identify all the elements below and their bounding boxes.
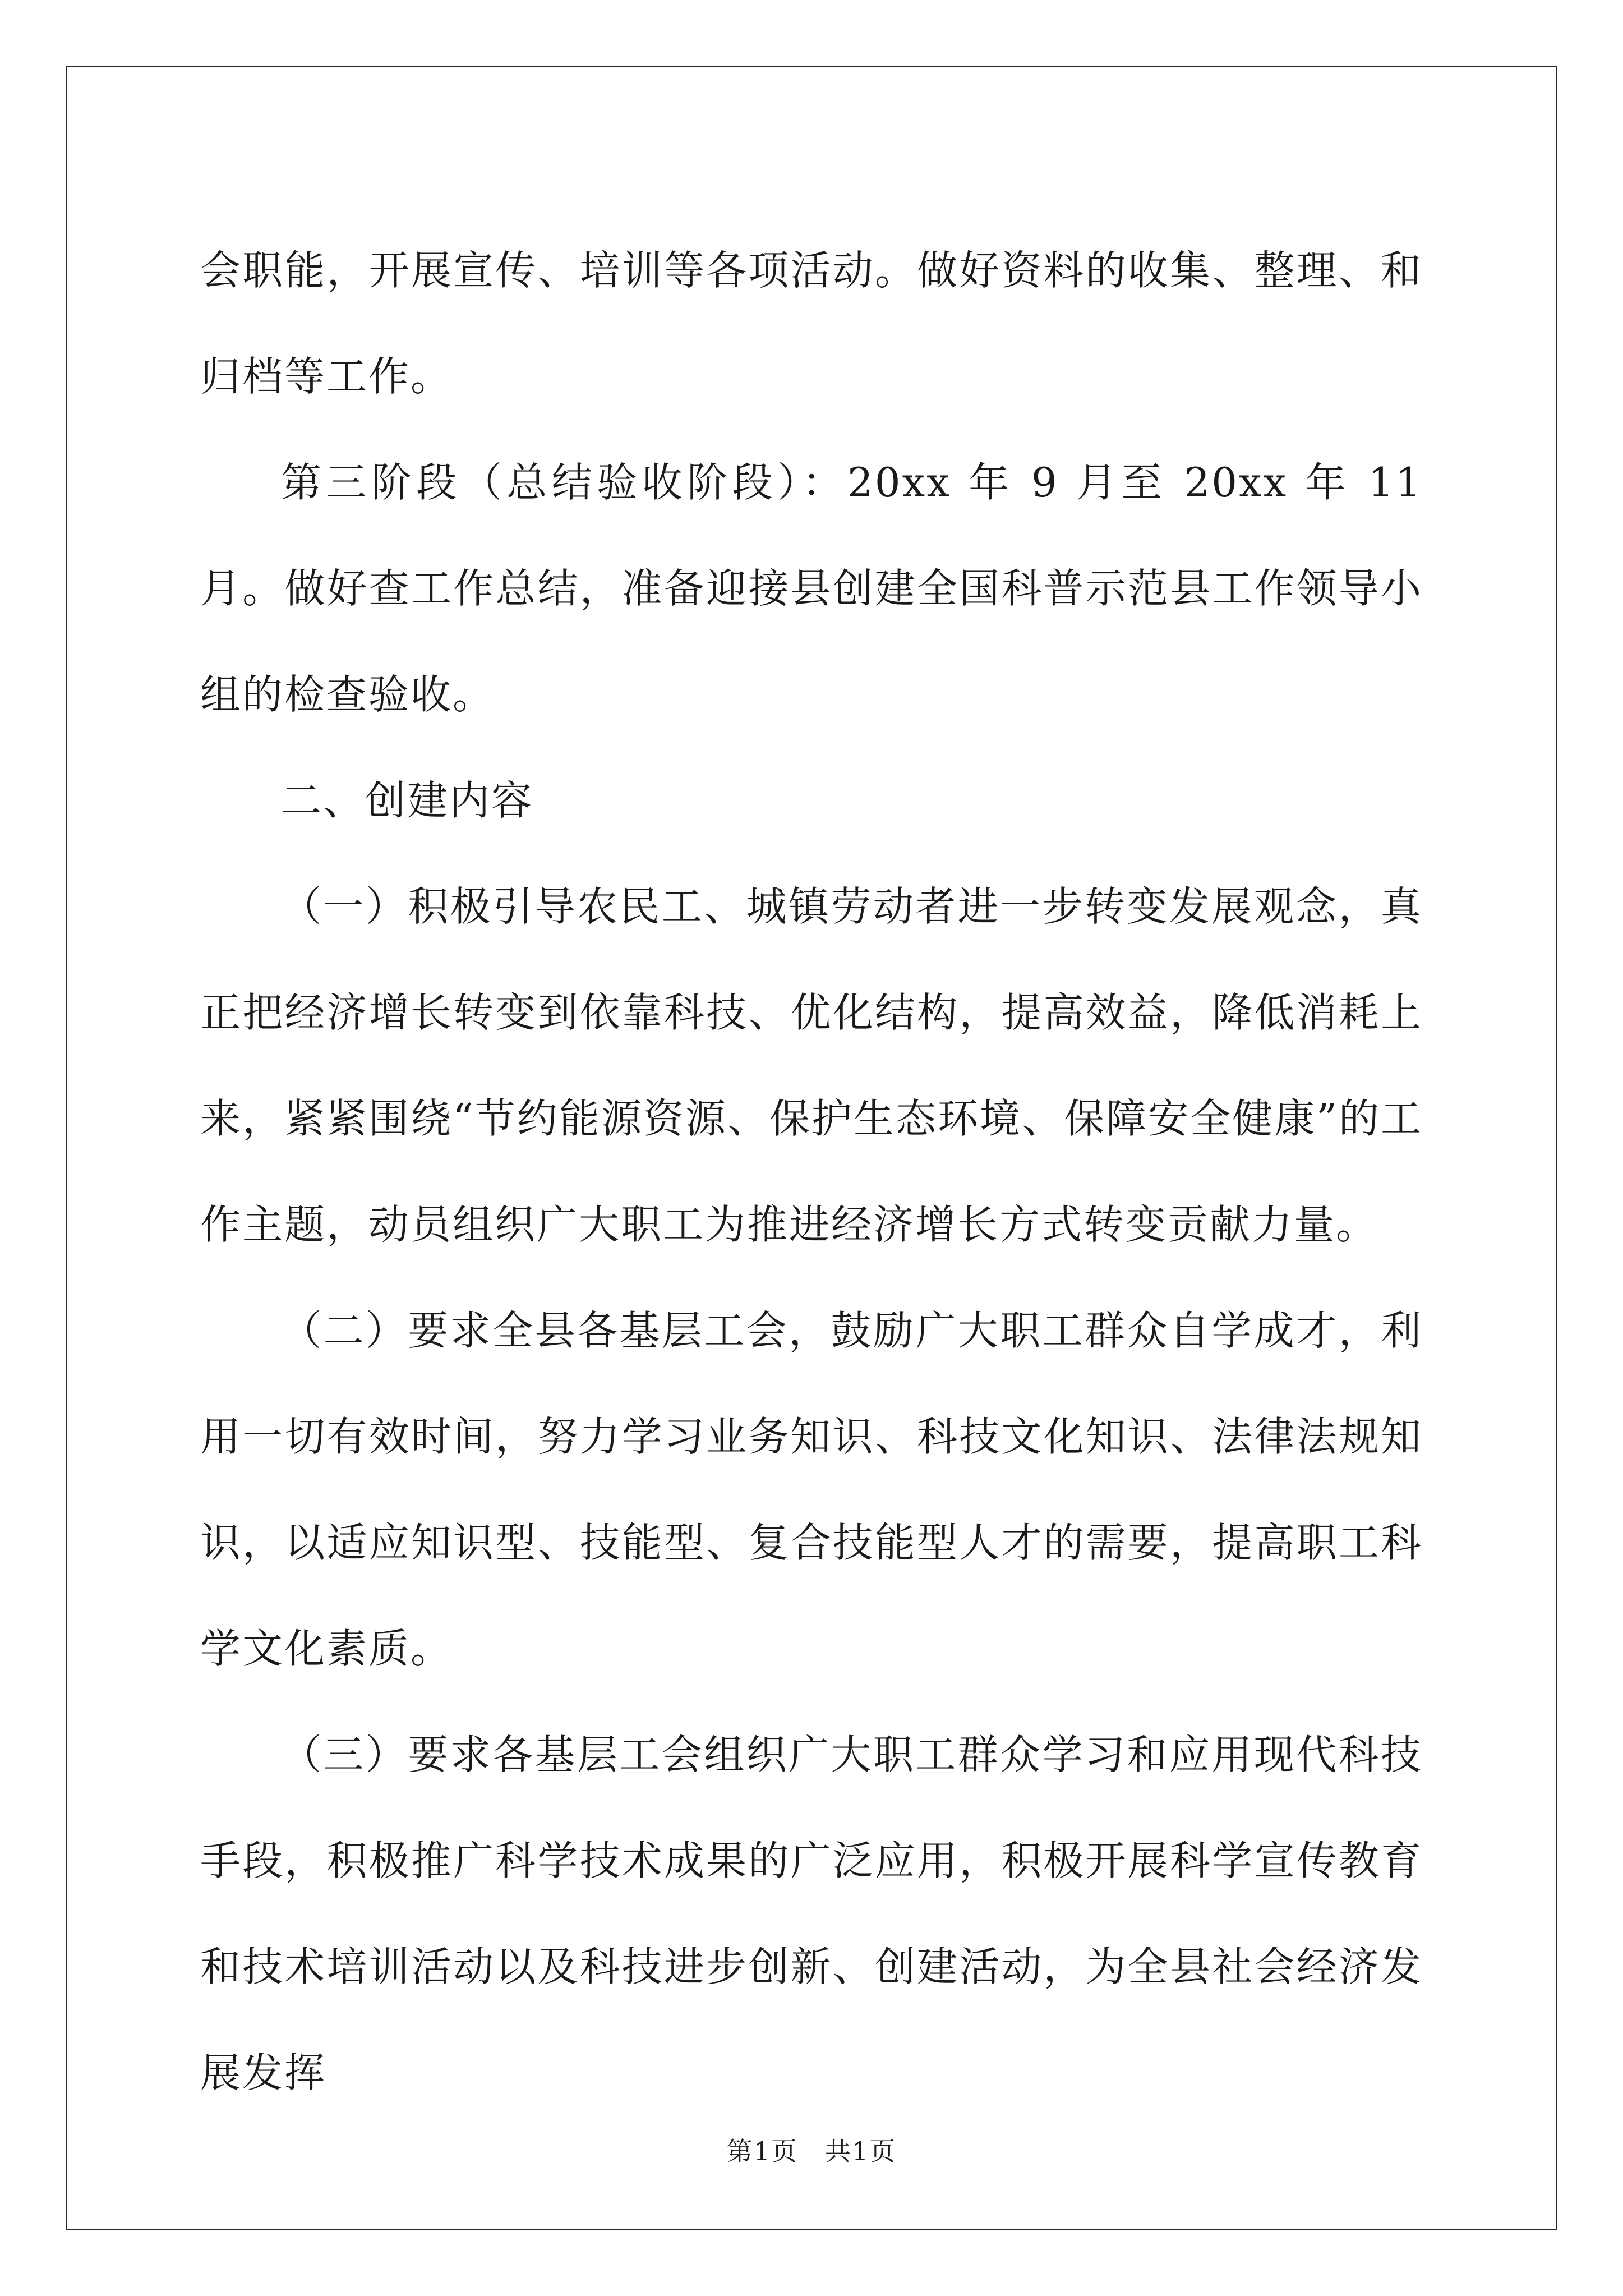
paragraph-2: 第三阶段（总结验收阶段）：20xx 年 9 月至 20xx 年 11 月。做好查工作总结，准备迎接县创建全国科普示范县工作领导小组的检查验收。 <box>200 459 1423 718</box>
paragraph-5: （二）要求全县各基层工会，鼓励广大职工群众自学成才，利用一切有效时间，努力学习业务知识、科技文化知识、法律法规知识，以适应知识型、技能型、复合技能型人才的需要，提高职工科学文化素质。 <box>200 1307 1423 1672</box>
paragraph-4: （一）积极引导农民工、城镇劳动者进一步转变发展观念，真正把经济增长转变到依靠科技、优化结构，提高效益，降低消耗上来，紧紧围绕“节约能源资源、保护生态环境、保障安全健康”的工作主题，动员组织广大职工为推进经济增长方式转变贡献力量。 <box>200 883 1423 1248</box>
section-heading: 二、创建内容 <box>281 777 534 824</box>
page-number-footer: 第1页 共1页 <box>726 2136 897 2166</box>
paragraph-1: 会职能，开展宣传、培训等各项活动。做好资料的收集、整理、和归档等工作。 <box>200 247 1423 400</box>
paragraph-6: （三）要求各基层工会组织广大职工群众学习和应用现代科技手段，积极推广科学技术成果的广泛应用，积极开展科学宣传教育和技术培训活动以及科技进步创新、创建活动，为全县社会经济发展发挥 <box>200 1731 1423 2096</box>
document-body <box>200 218 1423 2126</box>
